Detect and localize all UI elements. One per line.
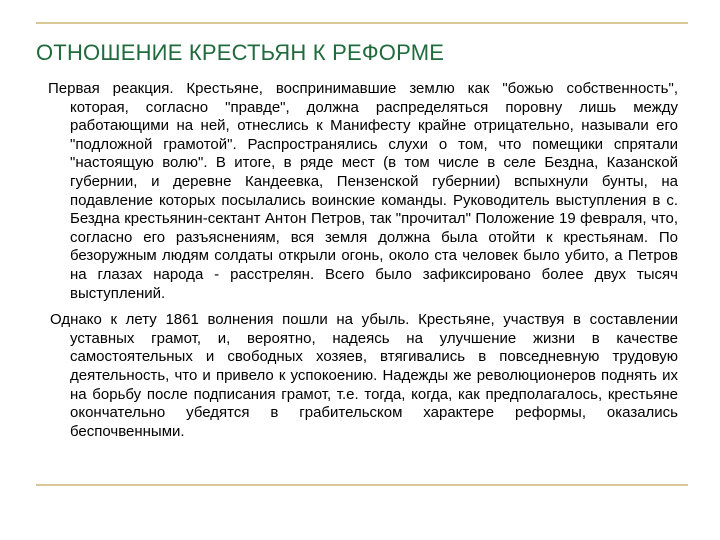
paragraph-summer-1861: Однако к лету 1861 волнения пошли на убыль. Крестьяне, участвуя в составлении уставных грамот, и, вероятно, надеясь на улучшение жизни в качестве самостоятельных и свободных хозяев, втягивались в повседневную трудовую деятельность, что и привело к успокоению. Надежды же революционеров поднять их на борьбу после подписания грамот, т.е. тогда, когда, как предполагалось, крестьяне окончательно убедятся в грабительском характере реформы, оказались беспочвенными.: [50, 311, 678, 440]
slide-body: [48, 80, 678, 441]
top-divider: [36, 22, 688, 24]
slide-title: ОТНОШЕНИЕ КРЕСТЬЯН К РЕФОРМЕ: [36, 40, 445, 65]
paragraph-first-reaction: Первая реакция. Крестьяне, воспринимавшие землю как "божью собственность", которая, согласно "правде", должна распределяться поровну лишь между работающими на ней, отнеслись к Манифесту крайне отрицательно, называли его "подложной грамотой". Распространялись слухи о том, что помещики спрятали "настоящую волю". В итоге, в ряде мест (в том числе в селе Бездна, Казанской губернии, и деревне Кандеевка, Пензенской губернии) вспыхнули бунты, на подавление которых посылались воинские команды. Руководитель выступления в с. Бездна крестьянин-сектант Антон Петров, так "прочитал" Положение 19 февраля, что, согласно его разъяснениям, вся земля должна была отойти к крестьянам. По безоружным людям солдаты открыли огонь, около ста человек было убито, а Петров на глазах народа - расстрелян. Всего было зафиксировано более двух тысяч выступлений.: [48, 80, 678, 302]
bottom-divider: [36, 484, 688, 486]
